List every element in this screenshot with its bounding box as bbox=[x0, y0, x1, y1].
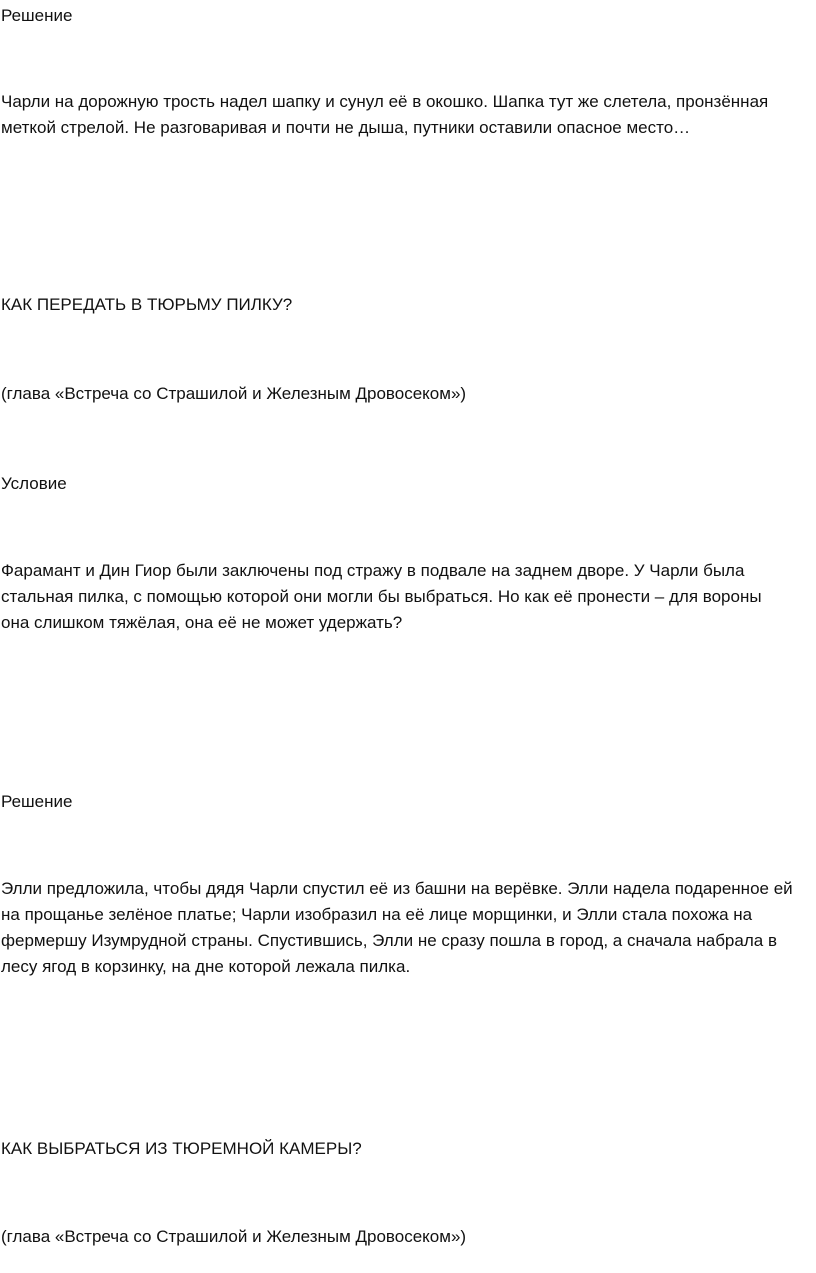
paragraph-line: стальная пилка, с помощью которой они могли бы выбраться. Но как её пронести – для вороны bbox=[1, 587, 762, 606]
paragraph-line: фермершу Изумрудной страны. Спустившись, Элли не сразу пошла в город, а сначала набрала в bbox=[1, 931, 777, 950]
question-title bbox=[1, 292, 813, 318]
question-title bbox=[1, 1136, 813, 1162]
paragraph-line: лесу ягод в корзинку, на дне которой лежала пилка. bbox=[1, 957, 411, 976]
chapter-reference bbox=[1, 381, 813, 407]
paragraph-line: на прощанье зелёное платье; Чарли изобразил на её лице морщинки, и Элли стала похожа на bbox=[1, 905, 753, 924]
paragraph-line: меткой стрелой. Не разговаривая и почти не дыша, путники оставили опасное место… bbox=[1, 118, 691, 137]
paragraph-line: она слишком тяжёлая, она её не может удержать? bbox=[1, 613, 403, 632]
paragraph-line: Элли предложила, чтобы дядя Чарли спустил её из башни на верёвке. Элли надела подаренное ей bbox=[1, 879, 793, 898]
condition-heading-text: Условие bbox=[1, 474, 67, 493]
condition-paragraph bbox=[1, 558, 813, 636]
solution-paragraph bbox=[1, 876, 813, 980]
solution-heading-text: Решение bbox=[1, 792, 73, 811]
solution-heading bbox=[1, 3, 813, 29]
question-title-text: КАК ВЫБРАТЬСЯ ИЗ ТЮРЕМНОЙ КАМЕРЫ? bbox=[1, 1139, 362, 1158]
chapter-reference-text: (глава «Встреча со Страшилой и Железным Дровосеком») bbox=[1, 384, 467, 403]
question-title-text: КАК ПЕРЕДАТЬ В ТЮРЬМУ ПИЛКУ? bbox=[1, 295, 293, 314]
chapter-reference bbox=[1, 1224, 813, 1250]
paragraph-line: Чарли на дорожную трость надел шапку и сунул её в окошко. Шапка тут же слетела, пронзённая bbox=[1, 92, 769, 111]
paragraph-line: Фарамант и Дин Гиор были заключены под стражу в подвале на заднем дворе. У Чарли была bbox=[1, 561, 745, 580]
condition-heading bbox=[1, 471, 813, 497]
solution-heading-text: Решение bbox=[1, 6, 73, 25]
solution-paragraph bbox=[1, 89, 813, 141]
chapter-reference-text: (глава «Встреча со Страшилой и Железным Дровосеком») bbox=[1, 1227, 467, 1246]
solution-heading bbox=[1, 789, 813, 815]
